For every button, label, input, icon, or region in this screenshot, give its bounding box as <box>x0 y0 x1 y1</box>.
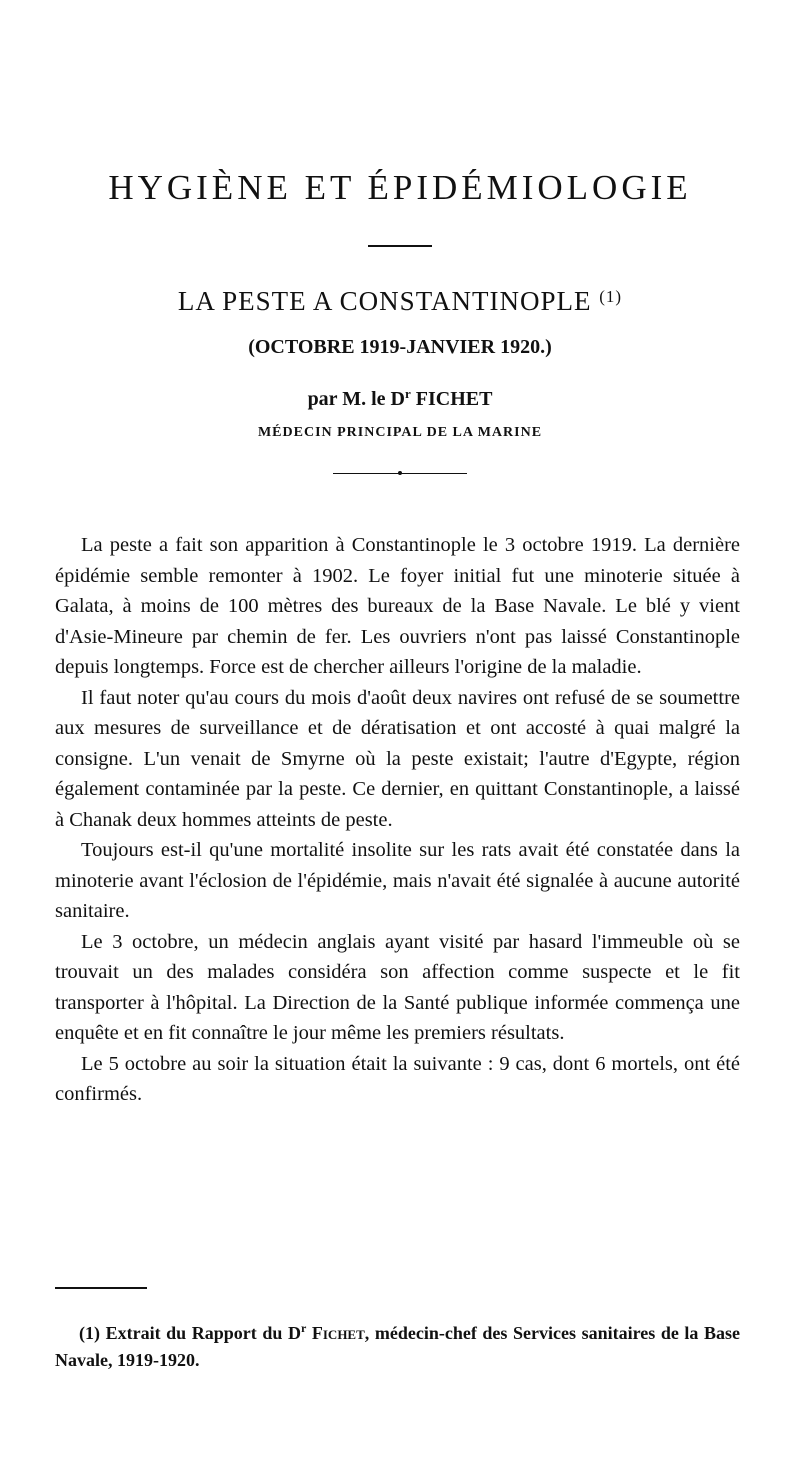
section-title: HYGIÈNE ET ÉPIDÉMIOLOGIE <box>108 168 692 207</box>
article-subtitle: (OCTOBRE 1919-JANVIER 1920.) <box>248 336 552 358</box>
paragraph: Le 5 octobre au soir la situation était la suivante : 9 cas, dont 6 mortels, ont été confirmés. <box>55 1052 740 1105</box>
byline-sup: r <box>404 386 411 401</box>
byline-prefix: par M. le D <box>307 388 405 410</box>
article-title-text: LA PESTE A CONSTANTINOPLE <box>177 286 592 316</box>
footnote-prefix: (1) Extrait du Rapport du D <box>79 1323 301 1343</box>
byline-name: FICHET <box>410 388 493 410</box>
footnote-sup: r <box>300 1321 307 1335</box>
paragraph: Toujours est-il qu'une mortalité insolite sur les rats avait été constatée dans la minoterie avant l'éclosion de l'épidémie, mais n'avait été signalée à aucune autorité sanitaire. <box>55 839 740 922</box>
paragraph: La peste a fait son apparition à Constantinople le 3 octobre 1919. La dernière épidémie semble remonter à 1902. Le foyer initial fut une minoterie située à Galata, à moins de 100 mètres des bureaux de la Base Navale. Le blé y vient d'Asie-Mineure par chemin de fer. Les ouvriers n'ont pas laissé Constantinople depuis longtemps. Force est de chercher ailleurs l'origine de la maladie. <box>55 534 740 678</box>
author-affiliation: MÉDECIN PRINCIPAL DE LA MARINE <box>257 425 543 440</box>
body-text <box>55 530 740 1110</box>
article-title <box>0 286 800 317</box>
footnote-text <box>55 1315 740 1374</box>
article-title-note: (1) <box>599 287 623 306</box>
title-rule <box>368 245 432 247</box>
paragraph: Il faut noter qu'au cours du mois d'août deux navires ont refusé de se soumettre aux mesures de surveillance et de dératisation et ont accosté à quai malgré la consigne. L'un venait de Smyrne où la peste existait; l'autre d'Egypte, région également contaminée par la peste. Ce dernier, en quittant Constantinople, a laissé à Chanak deux hommes atteints de peste. <box>55 686 740 831</box>
footnote-name: Fichet <box>311 1323 365 1343</box>
ornament-divider <box>333 471 467 477</box>
ornament-dot <box>398 471 402 475</box>
paragraph: Le 3 octobre, un médecin anglais ayant visité par hasard l'immeuble où se trouvait un des malades considéra son affection comme suspecte et le fit transporter à l'hôpital. La Direction de la Santé publique informée commença une enquête et en fit connaître le jour même les premiers résultats. <box>55 930 740 1044</box>
byline <box>0 386 800 411</box>
footnote-suffix: , médecin-chef des Services sanitaires de la Base Navale, 1919-1920. <box>55 1323 740 1370</box>
footnote-rule <box>55 1287 147 1289</box>
footnote <box>55 1315 740 1374</box>
